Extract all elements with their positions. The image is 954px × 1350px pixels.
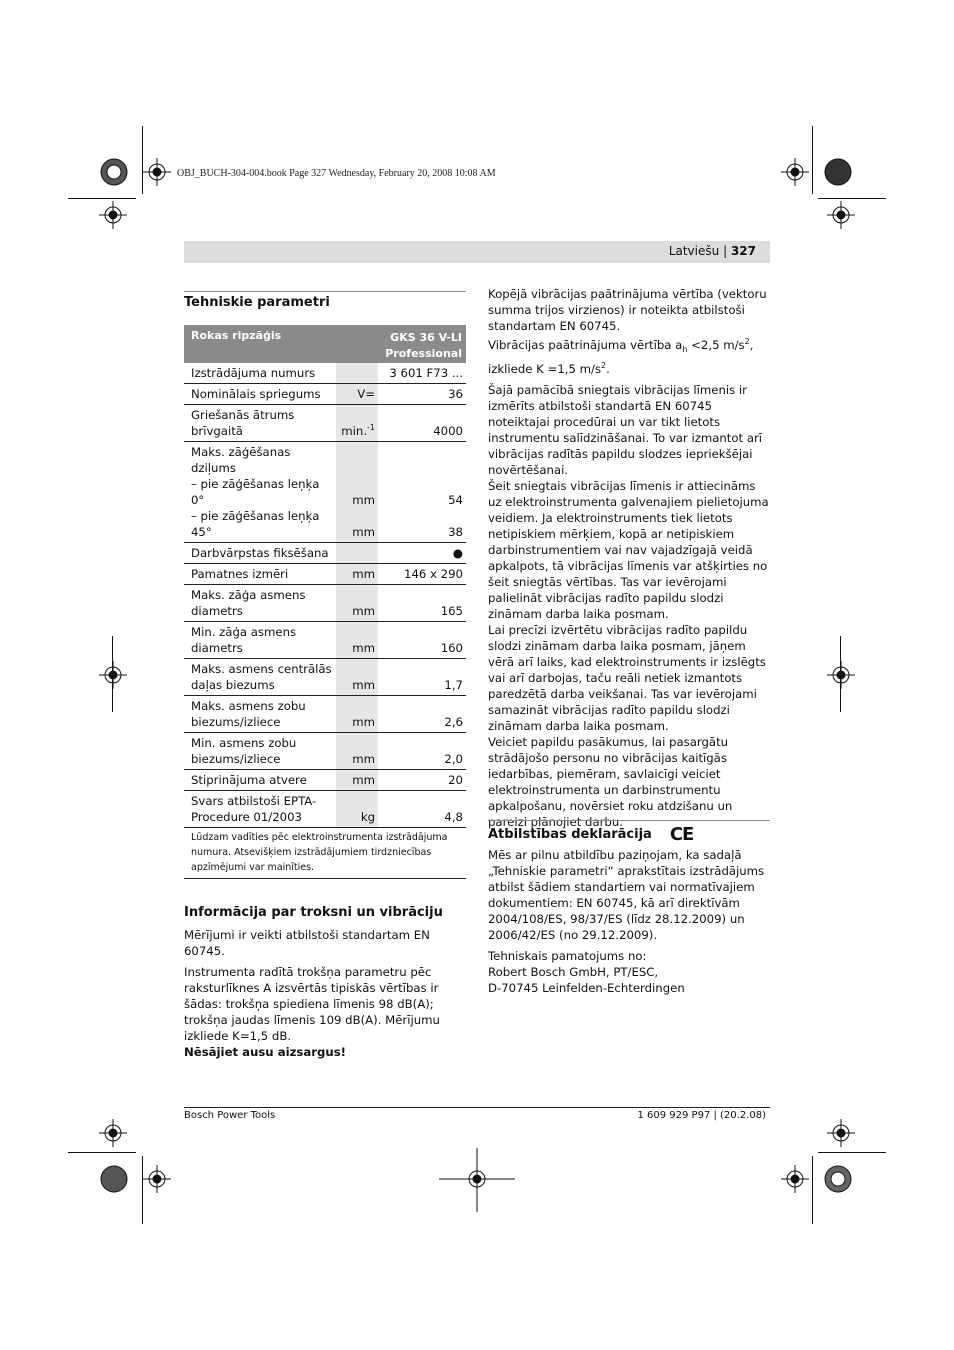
row-unit: mm: [336, 659, 378, 696]
table-row: [184, 622, 466, 659]
row-name: [184, 442, 336, 543]
unit-0deg: mm: [352, 493, 376, 507]
row-unit: kg: [336, 791, 378, 828]
table-row: [184, 733, 466, 770]
row-value: [378, 442, 466, 543]
row-value: ●: [378, 543, 466, 564]
table-row: [184, 405, 466, 442]
table-row: [184, 585, 466, 622]
row-unit: mm: [336, 770, 378, 791]
row-sub-0deg: – pie zāģēšanas leņķa 0°: [191, 477, 320, 507]
noise-section: [184, 927, 466, 1065]
table-row: [184, 543, 466, 564]
row-name: Nominālais spriegums: [184, 384, 336, 405]
table-row: [184, 363, 466, 384]
table-row: [184, 696, 466, 733]
vibration-section: [488, 286, 770, 830]
row-title: Maks. zāģēšanas dziļums: [191, 445, 291, 475]
vibration-value-paragraph: [488, 334, 770, 377]
row-unit: mm: [336, 585, 378, 622]
table-row: [184, 659, 466, 696]
subscript: h: [682, 345, 688, 355]
declaration-paragraph: Mēs ar pilnu atbildību paziņojam, ka sadaļā „Tehniskie parametri“ aprakstītais izstrādājums atbilst šādiem standartiem vai normatīvajiem dokumentiem: EN 60745, kā arī direktīvām 2004/108/ES, 98/37/ES (līdz 28.12.2009) un 2006/42/ES (no 29.12.2009).: [488, 848, 765, 942]
header-separator: |: [723, 244, 728, 258]
vibration-paragraph: Veiciet papildu pasākumus, lai pasargātu strādājošo personu no vibrācijas kaitīgās iedarbības, piemēram, savlaicīgi veiciet elektroinstrumenta un darbinstrumentu apkalpošanu, novērsiet roku atdzišanu un pareizi plānojiet darbu.: [488, 735, 733, 830]
row-value: 160: [378, 622, 466, 659]
text-span: Vibrācijas paātrinājuma vērtība a: [488, 337, 683, 352]
row-value: 20: [378, 770, 466, 791]
unit-exponent: -1: [367, 423, 376, 433]
row-unit: mm: [336, 696, 378, 733]
table-row: [184, 770, 466, 791]
row-unit: [336, 442, 378, 543]
ce-mark-icon: CE: [669, 824, 694, 845]
vibration-paragraph: Kopējā vibrācijas paātrinājuma vērtība (vektoru summa trijos virzienos) ir noteikta atbilstoši standartam EN 60745.: [488, 287, 767, 333]
row-name: Maks. asmens centrālās daļas biezums: [184, 659, 336, 696]
vibration-paragraph: Šajā pamācībā sniegtais vibrācijas līmenis ir izmērīts atbilstoši standartā EN 60745 noteiktajai procedūrai un var tikt lietots instrumentu salīdzināšanai. To var izmantot arī vibrācijas radītās papildu slodzes iepriekšējai novērtēšanai.: [488, 383, 763, 478]
spec-table: [184, 325, 466, 879]
footer-doc-number: 1 609 929 P97 | (20.2.08): [637, 1110, 766, 1121]
product-name: GKS 36 V-LI: [390, 331, 462, 344]
unit-text: min.: [341, 424, 368, 438]
company-name: Robert Bosch GmbH, PT/ESC,: [488, 965, 659, 979]
row-name: Svars atbilstoši EPTA-Procedure 01/2003: [184, 791, 336, 828]
ear-protection-warning: Nēsājiet ausu aizsargus!: [184, 1045, 346, 1059]
page-number: 327: [730, 244, 756, 258]
row-name: Pamatnes izmēri: [184, 564, 336, 585]
text-span: .: [606, 362, 610, 377]
row-value: 146 x 290: [378, 564, 466, 585]
value-45deg: 38: [448, 525, 463, 539]
row-name: Darbvārpstas fiksēšana: [184, 543, 336, 564]
row-value: 4,8: [378, 791, 466, 828]
noise-values-paragraph: Instrumenta radītā trokšņa parametru pēc raksturlīknes A izsvērtās tipiskās vērtības ir šādas: trokšņa spiediena līmenis 98 dB(A); trokšņa jaudas līmenis 109 dB(A). Mērījumu izkliede K=1,5 dB.: [184, 965, 440, 1043]
row-unit: [336, 363, 378, 384]
table-note: Lūdzam vadīties pēc elektroinstrumenta izstrādājuma numura. Atsevišķiem izstrādājumiem tirdzniecības apzīmējumi var mainīties.: [184, 828, 466, 879]
row-name: Maks. zāģa asmens diametrs: [184, 585, 336, 622]
section-rule: [184, 291, 466, 292]
row-unit: V=: [336, 384, 378, 405]
table-row: [184, 384, 466, 405]
superscript: 2: [601, 361, 607, 371]
row-unit: mm: [336, 733, 378, 770]
row-name: Izstrādājuma numurs: [184, 363, 336, 384]
declaration-section: [488, 847, 770, 996]
row-unit: mm: [336, 622, 378, 659]
row-value: 4000: [378, 405, 466, 442]
noise-heading: Informācija par troksni un vibrāciju: [184, 905, 443, 920]
section-rule: [488, 820, 770, 821]
table-row: [184, 442, 466, 543]
row-name: Stiprinājuma atvere: [184, 770, 336, 791]
noise-paragraph: Mērījumi ir veikti atbilstoši standartam EN 60745.: [184, 928, 430, 958]
table-row: [184, 791, 466, 828]
row-unit: [336, 543, 378, 564]
value-0deg: 54: [448, 493, 463, 507]
declaration-title: Atbilstības deklarācija: [488, 827, 652, 842]
print-slug: OBJ_BUCH-304-004.book Page 327 Wednesday, February 20, 2008 10:08 AM: [177, 168, 496, 179]
vibration-paragraph: Šeit sniegtais vibrācijas līmenis ir attiecināms uz elektroinstrumenta galvenajiem pielietojuma veidiem. Ja elektroinstruments tiek lietots netipiskiem mērķiem, kopā ar netipiskiem darbinstrumentiem vai nav vajadzīgajā veidā apkalpots, tā vibrācijas līmenis var atšķirties no šeit sniegtās vērtības. Tas var ievērojami palielināt vibrācijas radīto papildu slodzi zināmam darba laika posmam.: [488, 479, 769, 622]
header-language: Latviešu: [668, 244, 720, 258]
row-value: 3 601 F73 ...: [378, 363, 466, 384]
table-row: [184, 564, 466, 585]
row-value: 1,7: [378, 659, 466, 696]
row-value: 36: [378, 384, 466, 405]
row-sub-45deg: – pie zāģēšanas leņķa 45°: [191, 509, 320, 539]
page-header-bar: [184, 241, 770, 263]
row-name: Min. asmens zobu biezums/izliece: [184, 733, 336, 770]
product-line: Professional: [385, 347, 462, 360]
text-span: <2,5 m/s: [687, 337, 745, 352]
row-unit: mm: [336, 564, 378, 585]
tech-params-heading: Tehniskie parametri: [184, 295, 330, 310]
row-unit: [336, 405, 378, 442]
row-name: Griešanās ātrums brīvgaitā: [184, 405, 336, 442]
superscript: 2: [744, 337, 750, 346]
spec-head-label: Rokas ripzāģis: [184, 325, 378, 363]
row-name: Maks. asmens zobu biezums/izliece: [184, 696, 336, 733]
footer-brand: Bosch Power Tools: [184, 1110, 276, 1121]
tech-doc-label: Tehniskais pamatojums no:: [488, 949, 647, 963]
text-span: , izkliede K =1,5 m/s: [488, 337, 754, 377]
company-address: D-70745 Leinfelden-Echterdingen: [488, 981, 685, 995]
row-value: 2,0: [378, 733, 466, 770]
row-name: Min. zāģa asmens diametrs: [184, 622, 336, 659]
spec-table-header: [184, 325, 466, 363]
spec-head-product: [378, 325, 466, 363]
row-value: 2,6: [378, 696, 466, 733]
declaration-heading: [488, 824, 693, 845]
vibration-paragraph: Lai precīzi izvērtētu vibrācijas radīto papildu slodzi zināmam darba laika posmam, jāņem vērā arī laiks, kad elektroinstruments ir izslēgts vai arī darbojas, taču reāli netiek izmantots paredzētā darba veikšanai. Tas var ievērojami samazināt vibrācijas radīto papildu slodzi zināmam darba laika posmam.: [488, 623, 766, 734]
unit-45deg: mm: [352, 525, 376, 539]
footer-rule: [184, 1107, 770, 1108]
page-header: [669, 244, 756, 258]
row-value: 165: [378, 585, 466, 622]
table-note-row: [184, 828, 466, 879]
